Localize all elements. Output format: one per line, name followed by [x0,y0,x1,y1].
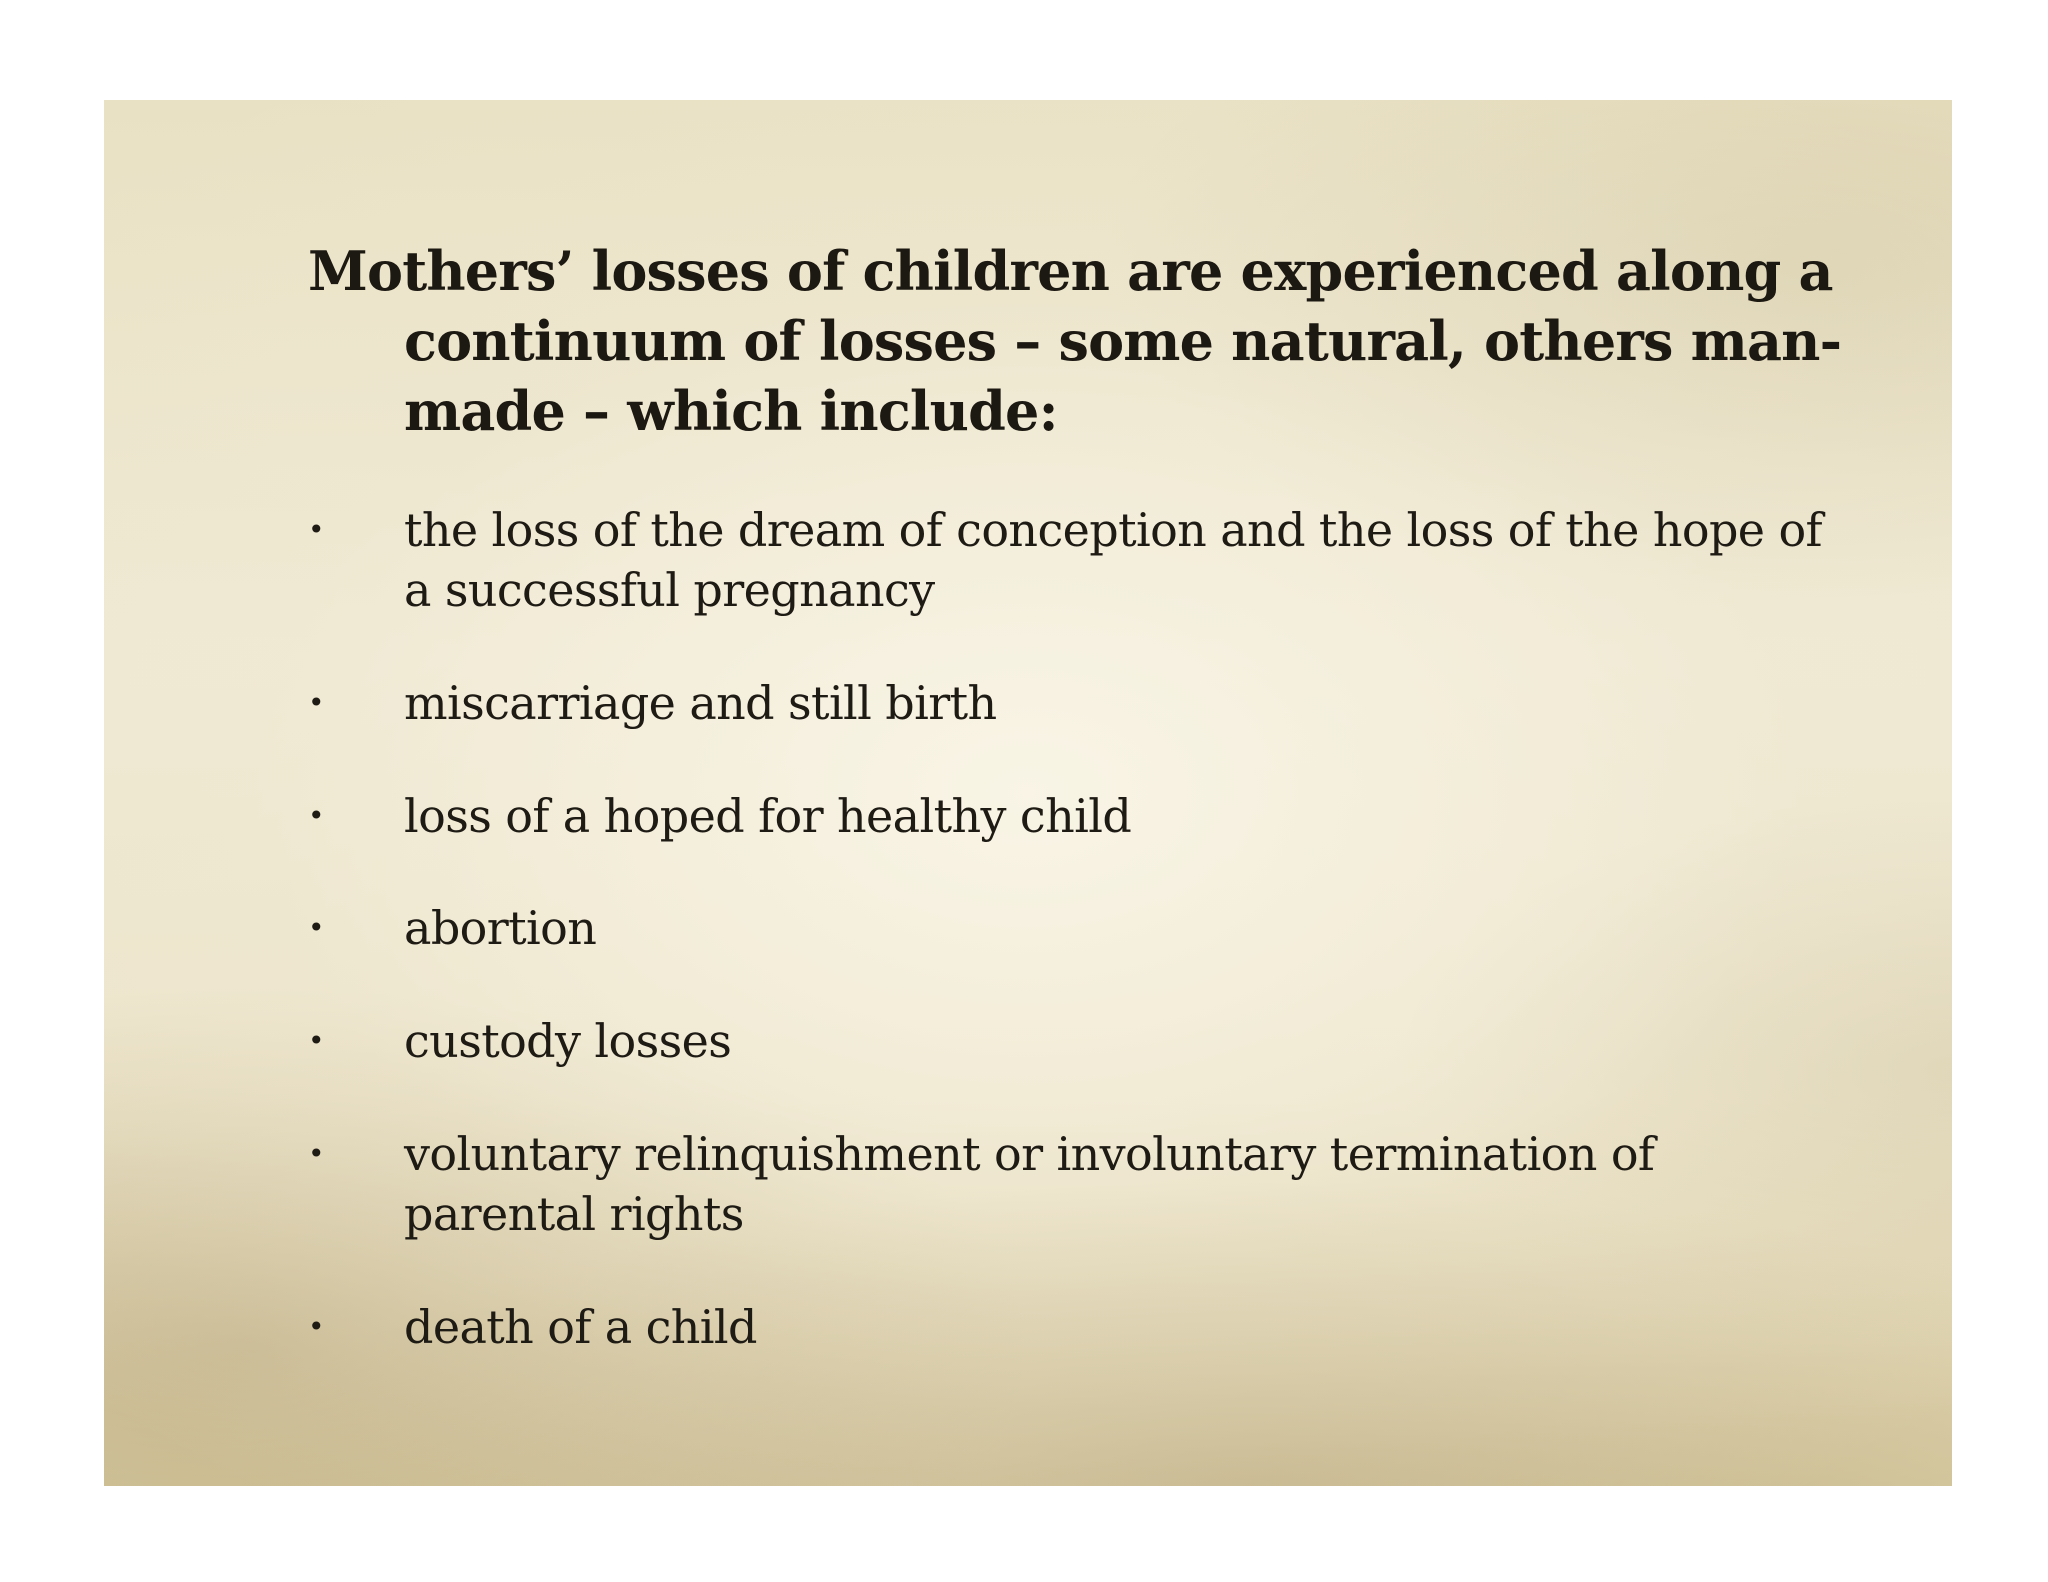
bullet-icon: • [308,1024,325,1057]
list-item [308,673,1828,733]
list-item-text: abortion [404,901,597,955]
slide [104,100,1952,1486]
bullet-icon: • [308,1137,325,1170]
list-item-text: custody losses [404,1014,732,1068]
list-item [308,786,1828,846]
list-item-text: death of a child [404,1300,757,1354]
slide-title: Mothers’ losses of children are experienced along a continuum of losses – some natural, others man-made – which include: [308,239,1842,443]
list-item [308,500,1828,620]
list-item-text: loss of a hoped for healthy child [404,789,1132,843]
list-item-text: miscarriage and still birth [404,676,997,730]
list-item [308,898,1828,958]
bullet-icon: • [308,686,325,719]
bullet-icon: • [308,799,325,832]
bullet-icon: • [308,1310,325,1343]
list-item [308,1297,1828,1357]
list-item-text: the loss of the dream of conception and the loss of the hope of a successful pregnancy [404,503,1822,617]
list-item [308,1124,1828,1244]
list-item-text: voluntary relinquishment or involuntary termination of parental rights [404,1127,1655,1241]
bullet-icon: • [308,513,325,546]
list-item [308,1011,1828,1071]
bullet-icon: • [308,911,325,944]
